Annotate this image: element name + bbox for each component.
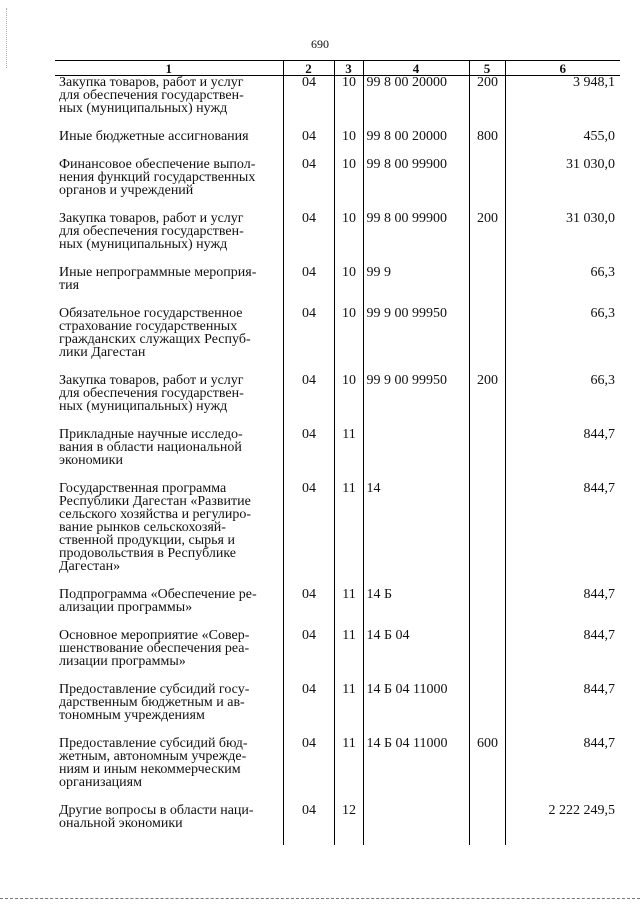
row-expense-type-cell [469,266,505,292]
row-subsection-cell: 11 [334,683,363,722]
row-section-cell: 04 [283,76,334,116]
row-name-line: Предоставление субсидий госу- [59,682,250,697]
row-target-article-cell: 99 8 00 99900 [363,158,469,197]
spacer-cell [505,413,620,428]
spacer-cell [363,413,469,428]
spacer-cell [469,830,505,845]
spacer-cell [505,292,620,307]
spacer-cell [283,251,334,266]
row-spacer [55,359,620,374]
spacer-cell [334,789,363,804]
row-spacer [55,143,620,158]
spacer-cell [55,830,283,845]
spacer-cell [55,359,283,374]
row-subsection-cell: 10 [334,212,363,251]
row-subsection-cell: 11 [334,482,363,573]
spacer-cell [334,251,363,266]
header-col-2: 2 [283,61,334,76]
spacer-cell [363,251,469,266]
row-amount-cell: 31 030,0 [505,158,620,197]
budget-table [55,60,620,845]
spacer-cell [505,359,620,374]
row-target-article-cell: 14 [363,482,469,573]
spacer-cell [55,467,283,482]
spacer-cell [283,722,334,737]
spacer-cell [469,292,505,307]
spacer-cell [283,413,334,428]
row-name-line: ных (муниципальных) нужд [59,101,228,116]
row-name-line: продовольствия в Республике [59,546,237,561]
row-expense-type-cell: 600 [469,737,505,789]
row-name-line: сельского хозяйства и регулиро- [59,507,252,522]
table-row [55,629,620,668]
table-row [55,374,620,413]
row-name-line: для обеспечения государствен- [59,386,244,401]
budget-table-container [55,60,620,845]
row-amount-cell: 844,7 [505,428,620,467]
row-section-cell: 04 [283,629,334,668]
table-body [55,76,620,846]
spacer-cell [469,143,505,158]
spacer-cell [469,573,505,588]
spacer-cell [334,668,363,683]
row-subsection-cell: 11 [334,629,363,668]
spacer-cell [334,115,363,130]
table-row [55,737,620,789]
spacer-cell [363,115,469,130]
spacer-cell [469,789,505,804]
spacer-cell [55,143,283,158]
row-expense-type-cell [469,683,505,722]
row-section-cell: 04 [283,266,334,292]
spacer-cell [334,413,363,428]
row-name-cell [55,588,283,614]
spacer-cell [469,115,505,130]
spacer-cell [283,668,334,683]
row-name-line: Закупка товаров, работ и услуг [59,373,244,388]
row-name-cell [55,804,283,830]
spacer-cell [283,143,334,158]
row-spacer [55,115,620,130]
row-name-line: Иные непрограммные мероприя- [59,265,257,280]
row-subsection-cell: 11 [334,428,363,467]
spacer-cell [55,413,283,428]
spacer-cell [363,197,469,212]
spacer-cell [55,668,283,683]
row-expense-type-cell [469,158,505,197]
row-expense-type-cell [469,629,505,668]
row-expense-type-cell: 800 [469,130,505,143]
spacer-cell [363,614,469,629]
row-subsection-cell: 10 [334,374,363,413]
spacer-cell [363,573,469,588]
row-subsection-cell: 12 [334,804,363,830]
row-name-line: лизации программы» [59,654,186,669]
row-expense-type-cell [469,588,505,614]
row-name-line: Государственная программа [59,481,227,496]
spacer-cell [469,614,505,629]
row-target-article-cell: 99 8 00 99900 [363,212,469,251]
row-spacer [55,197,620,212]
spacer-cell [55,789,283,804]
row-name-cell [55,629,283,668]
row-name-line: ственной продукции, сырья и [59,533,235,548]
spacer-cell [505,614,620,629]
spacer-cell [363,668,469,683]
row-section-cell: 04 [283,737,334,789]
spacer-cell [283,573,334,588]
table-row [55,266,620,292]
row-name-line: жетным, автономным учрежде- [59,749,247,764]
row-name-cell [55,737,283,789]
table-row [55,307,620,359]
spacer-cell [505,467,620,482]
spacer-cell [55,614,283,629]
row-subsection-cell: 11 [334,737,363,789]
header-col-4: 4 [363,61,469,76]
row-name-line: страхование государственных [59,319,238,334]
row-name-line: ональной экономики [59,816,183,831]
spacer-cell [505,722,620,737]
row-name-line: тономным учреждениям [59,708,205,723]
row-name-cell [55,307,283,359]
row-name-cell [55,683,283,722]
row-name-line: ных (муниципальных) нужд [59,399,228,414]
header-col-5: 5 [469,61,505,76]
row-target-article-cell: 14 Б [363,588,469,614]
spacer-cell [334,467,363,482]
row-spacer [55,789,620,804]
row-spacer [55,413,620,428]
spacer-cell [469,251,505,266]
table-row [55,428,620,467]
spacer-cell [334,359,363,374]
spacer-cell [363,467,469,482]
spacer-cell [283,197,334,212]
row-section-cell: 04 [283,158,334,197]
page-bottom-edge [0,898,640,899]
row-subsection-cell: 10 [334,307,363,359]
row-name-line: Иные бюджетные ассигнования [59,129,249,144]
spacer-cell [363,830,469,845]
table-row [55,212,620,251]
spacer-cell [283,467,334,482]
row-spacer [55,830,620,845]
row-subsection-cell: 11 [334,588,363,614]
spacer-cell [334,197,363,212]
row-section-cell: 04 [283,804,334,830]
row-section-cell: 04 [283,374,334,413]
row-name-line: Закупка товаров, работ и услуг [59,211,244,226]
row-amount-cell: 844,7 [505,588,620,614]
row-name-line: Другие вопросы в области наци- [59,803,254,818]
row-name-line: дарственным бюджетным и ав- [59,695,245,710]
row-target-article-cell: 99 9 00 99950 [363,374,469,413]
row-amount-cell: 844,7 [505,482,620,573]
row-target-article-cell: 99 8 00 20000 [363,130,469,143]
row-section-cell: 04 [283,130,334,143]
row-spacer [55,251,620,266]
spacer-cell [469,467,505,482]
row-name-line: Подпрограмма «Обеспечение ре- [59,587,257,602]
spacer-cell [283,614,334,629]
spacer-cell [363,292,469,307]
row-name-cell [55,374,283,413]
spacer-cell [505,143,620,158]
spacer-cell [283,292,334,307]
row-target-article-cell: 99 9 00 99950 [363,307,469,359]
row-amount-cell: 844,7 [505,629,620,668]
spacer-cell [363,143,469,158]
spacer-cell [334,614,363,629]
spacer-cell [469,413,505,428]
row-name-line: экономики [59,453,123,468]
row-section-cell: 04 [283,307,334,359]
row-name-line: для обеспечения государствен- [59,88,244,103]
row-name-line: шенствование обеспечения реа- [59,641,250,656]
spacer-cell [334,830,363,845]
row-section-cell: 04 [283,482,334,573]
row-name-line: вания в области национальной [59,440,242,455]
spacer-cell [55,722,283,737]
row-spacer [55,722,620,737]
spacer-cell [505,115,620,130]
row-amount-cell: 66,3 [505,374,620,413]
row-subsection-cell: 10 [334,266,363,292]
spacer-cell [283,359,334,374]
row-name-line: Дагестан» [59,559,121,574]
spacer-cell [505,251,620,266]
spacer-cell [505,830,620,845]
row-spacer [55,668,620,683]
row-name-line: ниям и иным некоммерческим [59,762,241,777]
spacer-cell [334,722,363,737]
spacer-cell [283,115,334,130]
row-amount-cell: 66,3 [505,307,620,359]
row-subsection-cell: 10 [334,130,363,143]
row-name-line: тия [59,278,80,293]
row-amount-cell: 844,7 [505,683,620,722]
spacer-cell [469,668,505,683]
table-row [55,683,620,722]
row-name-cell [55,130,283,143]
table-header-row [55,61,620,76]
spacer-cell [283,830,334,845]
spacer-cell [334,573,363,588]
row-name-cell [55,266,283,292]
row-expense-type-cell [469,428,505,467]
row-target-article-cell: 14 Б 04 11000 [363,683,469,722]
row-spacer [55,573,620,588]
row-name-line: ных (муниципальных) нужд [59,237,228,252]
row-section-cell: 04 [283,683,334,722]
spacer-cell [55,197,283,212]
table-row [55,76,620,116]
row-name-cell [55,158,283,197]
row-name-line: вание рынков сельскохозяй- [59,520,226,535]
table-row [55,804,620,830]
spacer-cell [363,359,469,374]
row-name-line: ализации программы» [59,600,193,615]
spacer-cell [469,359,505,374]
row-name-cell [55,76,283,116]
header-col-6: 6 [505,61,620,76]
row-amount-cell: 3 948,1 [505,76,620,116]
row-section-cell: 04 [283,428,334,467]
row-expense-type-cell [469,307,505,359]
row-amount-cell: 31 030,0 [505,212,620,251]
page-number: 690 [311,37,329,51]
row-amount-cell: 66,3 [505,266,620,292]
spacer-cell [363,722,469,737]
row-subsection-cell: 10 [334,158,363,197]
row-name-line: Предоставление субсидий бюд- [59,736,248,751]
spacer-cell [505,668,620,683]
row-name-line: органов и учреждений [59,183,194,198]
row-target-article-cell: 99 8 00 20000 [363,76,469,116]
spacer-cell [55,251,283,266]
row-spacer [55,614,620,629]
spacer-cell [55,573,283,588]
spacer-cell [469,197,505,212]
row-target-article-cell: 99 9 [363,266,469,292]
spacer-cell [334,292,363,307]
row-name-line: Республики Дагестан «Развитие [59,494,251,509]
row-target-article-cell: 14 Б 04 [363,629,469,668]
row-subsection-cell: 10 [334,76,363,116]
row-name-line: лики Дагестан [59,345,146,360]
row-section-cell: 04 [283,212,334,251]
row-amount-cell: 844,7 [505,737,620,789]
spacer-cell [469,722,505,737]
spacer-cell [505,197,620,212]
table-row [55,588,620,614]
table-row [55,482,620,573]
row-target-article-cell [363,804,469,830]
spacer-cell [505,573,620,588]
header-col-1: 1 [55,61,283,76]
table-row [55,130,620,143]
spacer-cell [55,292,283,307]
table-row [55,158,620,197]
row-expense-type-cell: 200 [469,374,505,413]
row-name-line: для обеспечения государствен- [59,224,244,239]
spacer-cell [505,789,620,804]
row-name-cell [55,482,283,573]
row-expense-type-cell [469,804,505,830]
row-target-article-cell: 14 Б 04 11000 [363,737,469,789]
header-col-3: 3 [334,61,363,76]
row-name-line: Прикладные научные исследо- [59,427,243,442]
spacer-cell [334,143,363,158]
row-name-line: гражданских служащих Респуб- [59,332,251,347]
row-expense-type-cell [469,482,505,573]
spacer-cell [363,789,469,804]
row-name-line: Обязательное государственное [59,306,243,321]
row-name-cell [55,212,283,251]
row-spacer [55,467,620,482]
row-name-line: Основное мероприятие «Совер- [59,628,250,643]
row-name-cell [55,428,283,467]
row-target-article-cell [363,428,469,467]
row-amount-cell: 2 222 249,5 [505,804,620,830]
row-amount-cell: 455,0 [505,130,620,143]
row-section-cell: 04 [283,588,334,614]
row-spacer [55,292,620,307]
row-expense-type-cell: 200 [469,212,505,251]
row-name-line: Финансовое обеспечение выпол- [59,157,256,172]
spacer-cell [55,115,283,130]
row-name-line: Закупка товаров, работ и услуг [59,75,244,90]
row-name-line: организациям [59,775,142,790]
row-name-line: нения функций государственных [59,170,256,185]
spacer-cell [283,789,334,804]
row-expense-type-cell: 200 [469,76,505,116]
